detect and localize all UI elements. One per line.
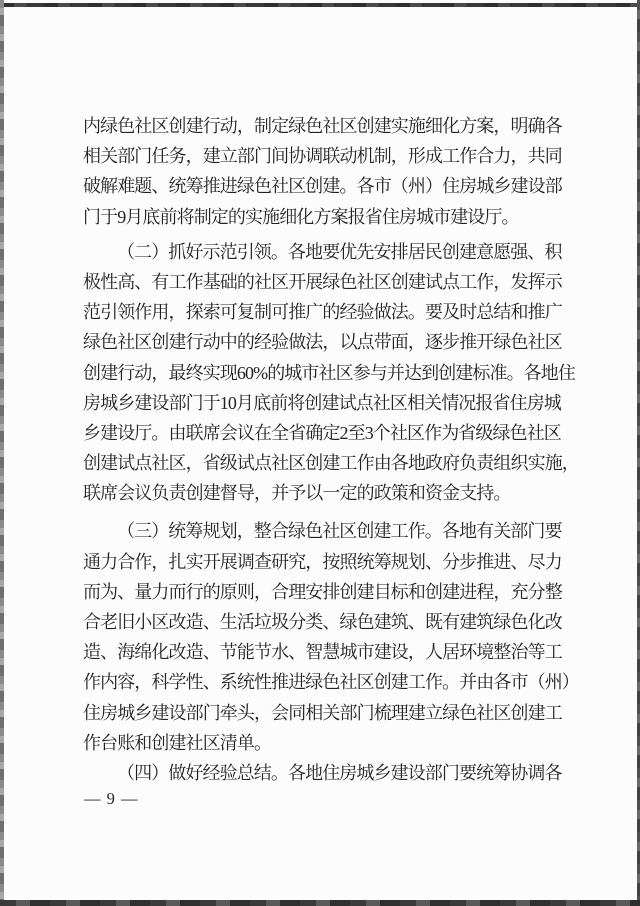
paragraph <box>83 111 562 232</box>
page-number: — 9 — <box>84 789 139 808</box>
page-edge-left <box>0 0 4 906</box>
text-line: 而为、量力而行的原则，合理安排创建目标和创建进程，充分整 <box>83 581 562 602</box>
text-line: 联席会议负责创建督导，并予以一定的政策和资金支持。 <box>83 483 511 504</box>
text-line: 作内容，科学性、系统性推进绿色社区创建工作。并由各市（州） <box>83 672 579 693</box>
text-line: 住房城乡建设部门牵头，会同相关部门梳理建立绿色社区创建工 <box>83 702 562 723</box>
text-line: 破解难题、统筹推进绿色社区创建。各市（州）住房城乡建设部 <box>83 176 562 197</box>
text-line: 极性高、有工作基础的社区开展绿色社区创建试点工作，发挥示 <box>83 271 562 292</box>
page-edge-bottom <box>0 900 640 906</box>
paragraph <box>83 516 579 758</box>
text-line: 乡建设厅。由联席会议在全省确定2至3个社区作为省级绿色社区 <box>83 422 561 443</box>
text-line: 范引领作用，探索可复制可推广的经验做法。要及时总结和推广 <box>83 302 562 323</box>
document-body <box>83 111 579 788</box>
text-line: 创建试点社区，省级试点社区创建工作由各地政府负责组织实施， <box>83 453 579 474</box>
text-line: 创建行动，最终实现60%的城市社区参与并达到创建标准。各地住 <box>83 362 575 383</box>
text-line: 合老旧小区改造、生活垃圾分类、绿色建筑、既有建筑绿色化改 <box>83 612 562 632</box>
text-line: 作台账和创建社区清单。 <box>83 732 272 753</box>
page-edge-top <box>0 3 640 7</box>
text-line: 造、海绵化改造、节能节水、智慧城市建设，人居环境整治等工 <box>83 642 562 663</box>
text-line: 房城乡建设部门于10月底前将创建试点社区相关情况报省住房城 <box>83 392 561 413</box>
text-line: 通力合作，扎实开展调查研究，按照统筹规划、分步推进、尽力 <box>83 551 562 572</box>
text-line: 门于9月底前将制定的实施细化方案报省住房城市建设厅。 <box>83 206 519 227</box>
text-line: （二）抓好示范引领。各地要优先安排居民创建意愿强、积 <box>117 241 562 262</box>
text-line: （四）做好经验总结。各地住房城乡建设部门要统筹协调各 <box>117 762 562 783</box>
text-line: 相关部门任务，建立部门间协调联动机制，形成工作合力，共同 <box>83 146 562 167</box>
paragraph <box>83 758 562 788</box>
paragraph <box>83 237 579 509</box>
text-line: （三）统筹规划，整合绿色社区创建工作。各地有关部门要 <box>117 521 562 542</box>
text-line: 绿色社区创建行动中的经验做法，以点带面，逐步推开绿色社区 <box>83 332 562 353</box>
text-line: 内绿色社区创建行动，制定绿色社区创建实施细化方案，明确各 <box>83 116 562 136</box>
